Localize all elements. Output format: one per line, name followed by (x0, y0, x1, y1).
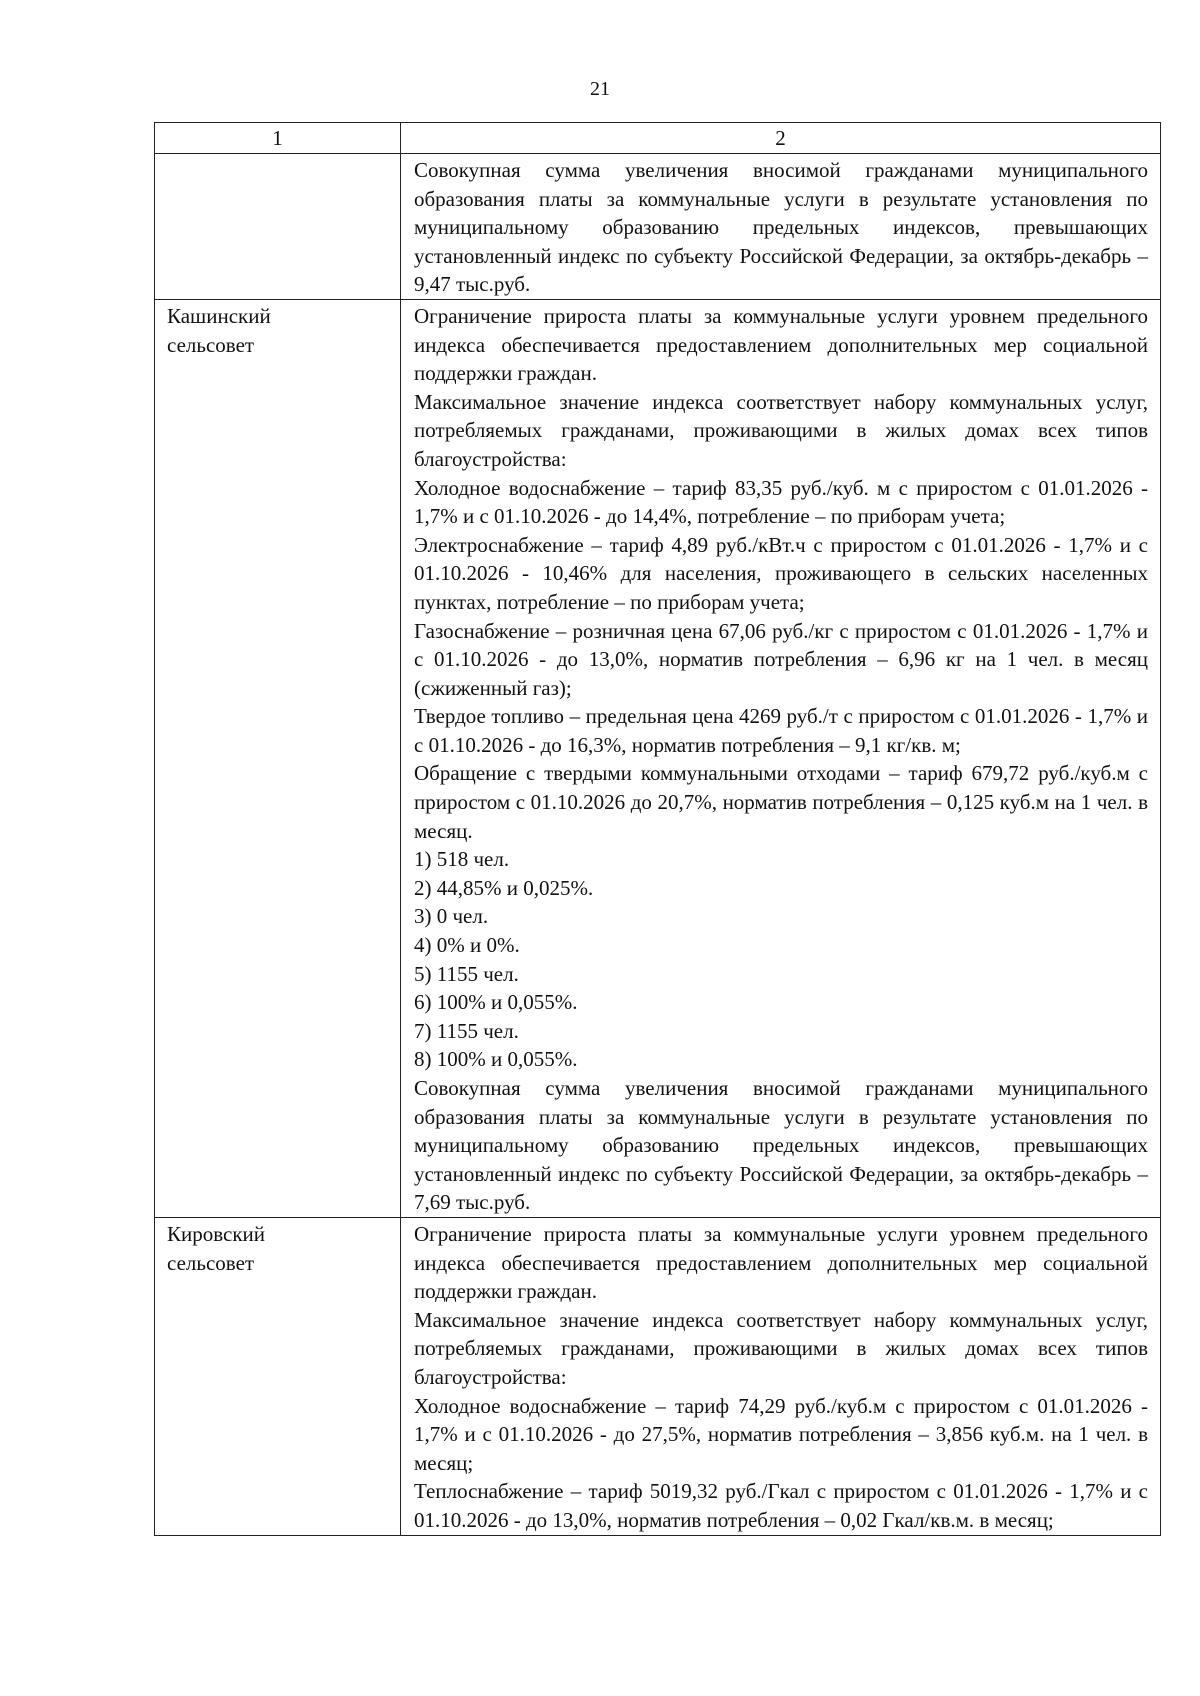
page-number: 21 (590, 78, 610, 100)
table-row (155, 154, 1161, 300)
municipality-name-cell (155, 1217, 401, 1535)
municipality-name-cell (155, 154, 401, 300)
data-table (154, 122, 1161, 1536)
description-paragraph: Твердое топливо – предельная цена 4269 руб./т с приростом с 01.01.2026 - 1,7% и с 01.10.2026 - до 16,3%, норматив потребления – 9,1 кг/кв. м; (414, 704, 1148, 757)
municipality-name-line: сельсовет (167, 332, 255, 357)
description-paragraph: Максимальное значение индекса соответствует набору коммунальных услуг, потребляемых гражданами, проживающими в жилых домах всех типов благоустройства: (414, 1307, 1148, 1389)
municipality-name-line: сельсовет (167, 1250, 255, 1275)
table-header-row (155, 123, 1161, 154)
description-paragraph: Обращение с твердыми коммунальными отходами – тариф 679,72 руб./куб.м с приростом с 01.10.2026 до 20,7%, норматив потребления – 0,125 куб.м на 1 чел. в месяц. (414, 761, 1148, 843)
list-item: 6) 100% и 0,055%. (414, 990, 578, 1015)
list-item: 1) 518 чел. (414, 847, 510, 872)
municipality-name-cell (155, 299, 401, 1217)
description-paragraph: Максимальное значение индекса соответствует набору коммунальных услуг, потребляемых гражданами, проживающими в жилых домах всех типов благоустройства: (414, 389, 1148, 471)
list-item: 3) 0 чел. (414, 904, 489, 929)
column-header-2: 2 (401, 123, 1161, 154)
description-paragraph: Холодное водоснабжение – тариф 74,29 руб./куб.м с приростом с 01.01.2026 - 1,7% и с 01.10.2026 - до 27,5%, норматив потребления – 3,856 куб.м. на 1 чел. в месяц; (414, 1393, 1148, 1475)
description-paragraph: Теплоснабжение – тариф 5019,32 руб./Гкал с приростом с 01.01.2026 - 1,7% и с 01.10.2026 - до 13,0%, норматив потребления – 0,02 Гкал/кв.м. в месяц; (414, 1479, 1148, 1532)
description-cell (401, 299, 1161, 1217)
table-row (155, 299, 1161, 1217)
list-item: 2) 44,85% и 0,025%. (414, 875, 594, 900)
description-paragraph: Электроснабжение – тариф 4,89 руб./кВт.ч с приростом с 01.01.2026 - 1,7% и с 01.10.2026 - 10,46% для населения, проживающего в сельских населенных пунктах, потребление – по приборам учета; (414, 532, 1148, 614)
list-item: 5) 1155 чел. (414, 961, 519, 986)
municipality-name-line: Кашинский (167, 303, 271, 328)
description-paragraph: Ограничение прироста платы за коммунальные услуги уровнем предельного индекса обеспечивается предоставлением дополнительных мер социальной поддержки граждан. (414, 1221, 1148, 1304)
list-item: 8) 100% и 0,055%. (414, 1047, 578, 1072)
summary-paragraph: Совокупная сумма увеличения вносимой гражданами муниципального образования платы за коммунальные услуги в результате установления по муниципальному образованию предельных индексов, превышающих установленный индекс по субъекту Российской Федерации, за октябрь-декабрь – 9,47 тыс.руб. (414, 158, 1148, 297)
table-row (155, 1217, 1161, 1535)
description-paragraph: Ограничение прироста платы за коммунальные услуги уровнем предельного индекса обеспечивается предоставлением дополнительных мер социальной поддержки граждан. (414, 303, 1148, 386)
summary-paragraph: Совокупная сумма увеличения вносимой гражданами муниципального образования платы за коммунальные услуги в результате установления по муниципальному образованию предельных индексов, превышающих установленный индекс по субъекту Российской Федерации, за октябрь-декабрь – 7,69 тыс.руб. (414, 1076, 1148, 1215)
description-cell (401, 1217, 1161, 1535)
description-paragraph: Газоснабжение – розничная цена 67,06 руб./кг с приростом с 01.01.2026 - 1,7% и с 01.10.2026 - до 13,0%, норматив потребления – 6,96 кг на 1 чел. в месяц (сжиженный газ); (414, 618, 1148, 700)
description-paragraph: Холодное водоснабжение – тариф 83,35 руб./куб. м с приростом с 01.01.2026 - 1,7% и с 01.10.2026 - до 14,4%, потребление – по приборам учета; (414, 475, 1148, 529)
list-item: 4) 0% и 0%. (414, 933, 520, 958)
column-header-1: 1 (155, 123, 401, 154)
description-cell (401, 154, 1161, 300)
municipality-name-line: Кировский (167, 1221, 266, 1246)
list-item: 7) 1155 чел. (414, 1018, 519, 1043)
